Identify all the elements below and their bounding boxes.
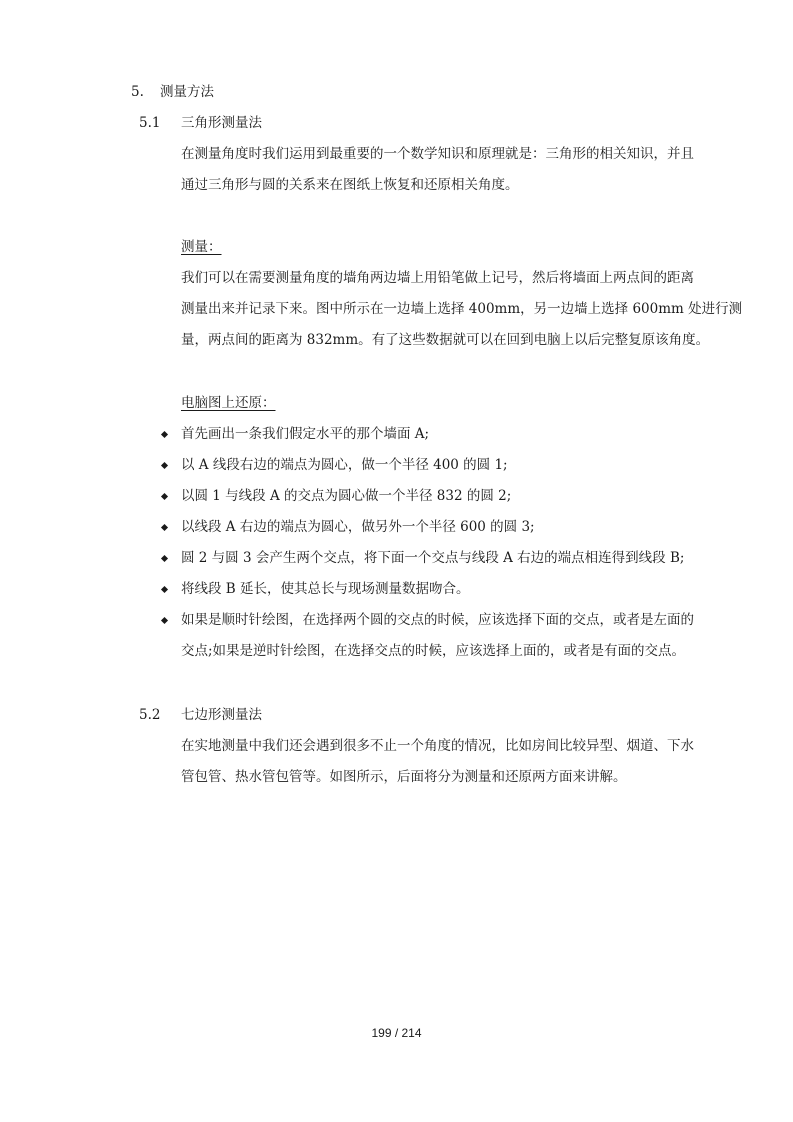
s52-line-2: 管包管、热水管包管等。如图所示，后面将分为测量和还原两方面来讲解。 <box>181 769 627 785</box>
bullet-icon <box>161 586 168 593</box>
bullet-icon <box>161 617 168 624</box>
measure-heading: 测量： <box>181 239 222 255</box>
step-3: 以圆 1 与线段 A 的交点为圆心做一个半径 832 的圆 2; <box>181 488 512 504</box>
page-number: 199 / 214 <box>371 1026 422 1040</box>
bullet-icon <box>161 555 168 562</box>
bullet-icon <box>161 493 168 500</box>
section-number: 5. <box>131 84 144 100</box>
step-2: 以 A 线段右边的端点为圆心，做一个半径 400 的圆 1; <box>181 457 508 473</box>
intro-line-2: 通过三角形与圆的关系来在图纸上恢复和还原相关角度。 <box>181 177 519 193</box>
subsection-5-2-number: 5.2 <box>139 707 161 723</box>
step-4: 以线段 A 右边的端点为圆心，做另外一个半径 600 的圆 3; <box>181 519 535 535</box>
measure-line-1: 我们可以在需要测量角度的墙角两边墙上用铅笔做上记号，然后将墙面上两点间的距离 <box>181 270 694 286</box>
measure-line-2: 测量出来并记录下来。图中所示在一边墙上选择 400mm，另一边墙上选择 600mm 处进行测 <box>181 301 743 317</box>
bullet-icon <box>161 524 168 531</box>
restore-heading: 电脑图上还原： <box>181 395 276 411</box>
step-7-line-2: 交点;如果是逆时针绘图，在选择交点的时候，应该选择上面的，或者是有面的交点。 <box>181 643 686 659</box>
intro-line-1: 在测量角度时我们运用到最重要的一个数学知识和原理就是：三角形的相关知识，并且 <box>181 146 694 162</box>
step-7-line-1: 如果是顺时针绘图，在选择两个圆的交点的时候，应该选择下面的交点，或者是左面的 <box>181 612 694 628</box>
subsection-5-1-title: 三角形测量法 <box>181 115 262 131</box>
bullet-icon <box>161 431 168 438</box>
step-6: 将线段 B 延长，使其总长与现场测量数据吻合。 <box>181 581 470 597</box>
measure-line-3: 量，两点间的距离为 832mm。有了这些数据就可以在回到电脑上以后完整复原该角度。 <box>181 332 710 348</box>
step-1: 首先画出一条我们假定水平的那个墙面 A; <box>181 426 430 442</box>
bullet-icon <box>161 462 168 469</box>
s52-line-1: 在实地测量中我们还会遇到很多不止一个角度的情况，比如房间比较异型、烟道、下水 <box>181 738 694 754</box>
step-5: 圆 2 与圆 3 会产生两个交点，将下面一个交点与线段 A 右边的端点相连得到线段 B; <box>181 550 685 566</box>
subsection-5-1-number: 5.1 <box>139 115 161 131</box>
section-title: 测量方法 <box>160 84 214 100</box>
subsection-5-2-title: 七边形测量法 <box>181 707 262 723</box>
